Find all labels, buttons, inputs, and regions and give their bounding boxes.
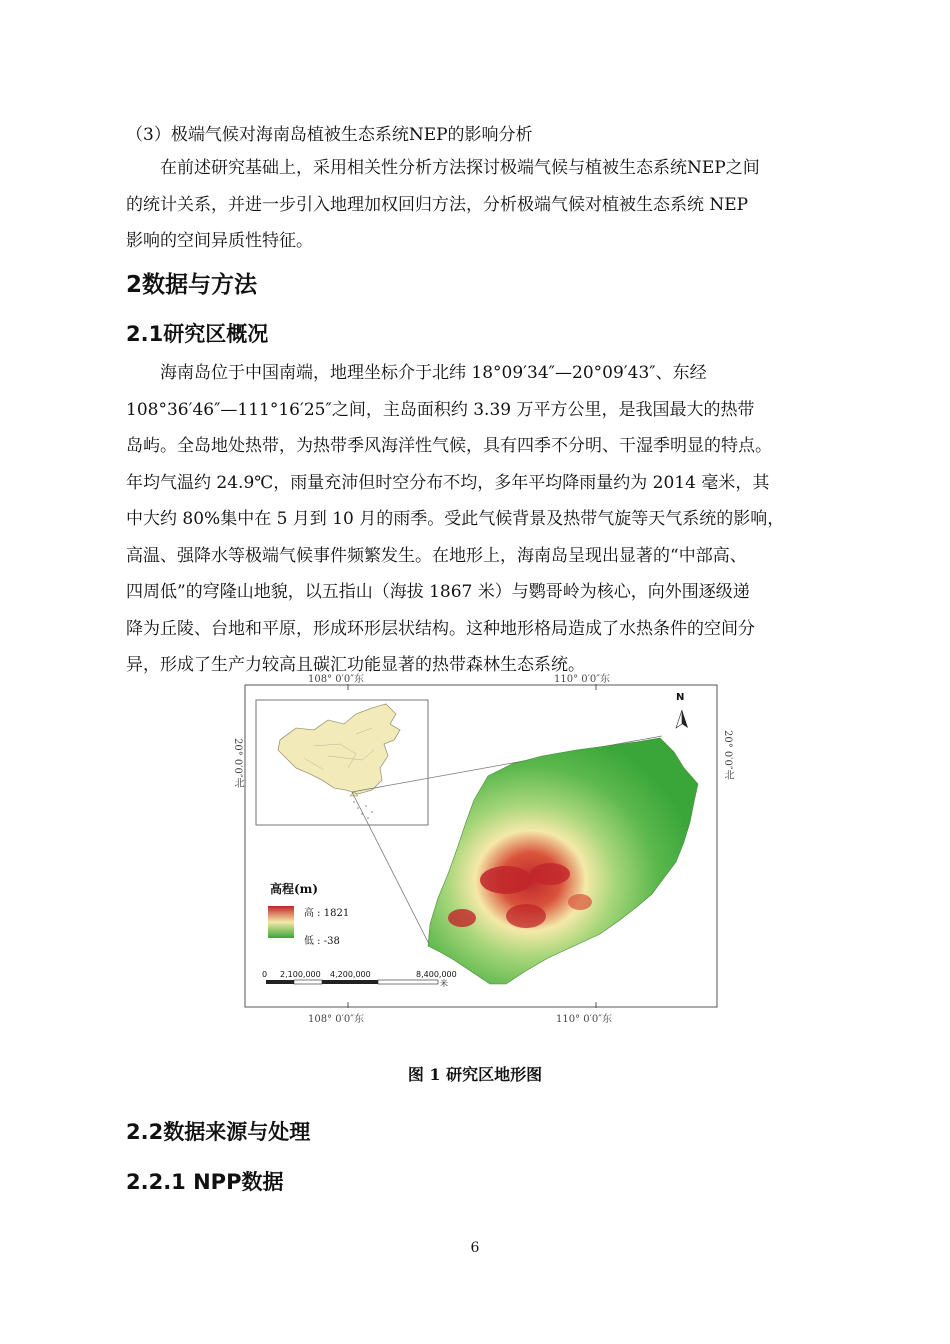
scale-bar bbox=[266, 980, 438, 984]
para2-line: 四周低”的穹隆山地貌，以五指山（海拔 1867 米）与鹦哥岭为核心，向外围逐级递 bbox=[126, 582, 750, 602]
scale-label-3: 8,400,000 bbox=[416, 970, 457, 979]
para2-line: 岛屿。全岛地处热带，为热带季风海洋性气候，具有四季不分明、干湿季明显的特点。 bbox=[126, 436, 772, 456]
coord-label-bottom-right: 110° 0′0″东 bbox=[556, 1014, 612, 1025]
section-2-2-title: 2.2数据来源与处理 bbox=[126, 1120, 311, 1144]
coord-label-left: 20° 0′0″北 bbox=[232, 738, 243, 788]
study-area-terrain-map bbox=[232, 674, 733, 1025]
coord-label-top-right: 110° 0′0″东 bbox=[554, 674, 610, 685]
para2-line: 异，形成了生产力较高且碳汇功能显著的热带森林生态系统。 bbox=[126, 655, 585, 675]
terrain-map-graphic bbox=[244, 684, 718, 1008]
scale-label-2: 4,200,000 bbox=[330, 970, 371, 979]
coord-label-right: 20° 0′0″北 bbox=[722, 730, 733, 780]
para2-line: 年均气温约 24.9℃，雨量充沛但时空分布不均，多年平均降雨量约为 2014 毫米，其 bbox=[126, 472, 770, 493]
para1-line1: 在前述研究基础上，采用相关性分析方法探讨极端气候与植被生态系统NEP之间 bbox=[160, 158, 760, 178]
coord-label-bottom-left: 108° 0′0″东 bbox=[308, 1014, 364, 1025]
para2-line: 中大约 80%集中在 5 月到 10 月的雨季。受此气候背景及热带气旋等天气系统的影响， bbox=[126, 509, 785, 529]
page-number: 6 bbox=[470, 1240, 480, 1256]
para2-line: 海南岛位于中国南端，地理坐标介于北纬 18°09′34″—20°09′43″、东经 bbox=[160, 363, 707, 383]
figure-1-caption: 图 1 研究区地形图 bbox=[407, 1065, 543, 1084]
para1-line3: 影响的空间异质性特征。 bbox=[126, 231, 313, 251]
para2-line: 高温、强降水等极端气候事件频繁发生。在地形上，海南岛呈现出显著的“中部高、 bbox=[126, 545, 747, 566]
scale-label-0: 0 bbox=[262, 970, 268, 979]
paragraph-study-area bbox=[126, 355, 838, 684]
legend-color-ramp bbox=[268, 906, 294, 938]
legend-low-label: 低 : -38 bbox=[304, 936, 340, 947]
paragraph-research-method bbox=[126, 150, 838, 260]
section-2-2-1-title: 2.2.1 NPP数据 bbox=[126, 1170, 284, 1194]
para1-line2: 的统计关系，并进一步引入地理加权回归方法，分析极端气候对植被生态系统 NEP bbox=[126, 194, 749, 215]
legend-high-label: 高 : 1821 bbox=[304, 908, 350, 919]
para2-line: 108°36′46″—111°16′25″之间，主岛面积约 3.39 万平方公里，是我国最大的热带 bbox=[126, 399, 755, 420]
para2-line: 降为丘陵、台地和平原，形成环形层状结构。这种地形格局造成了水热条件的空间分 bbox=[126, 618, 755, 639]
north-label: N bbox=[676, 692, 685, 703]
scale-unit: 米 bbox=[440, 979, 448, 988]
legend-title: 高程(m) bbox=[270, 882, 319, 896]
section-2-1-title: 2.1研究区概况 bbox=[126, 322, 269, 346]
scale-label-1: 2,100,000 bbox=[280, 970, 321, 979]
section-2-title: 2数据与方法 bbox=[126, 272, 258, 298]
item-3-heading: （3）极端气候对海南岛植被生态系统NEP的影响分析 bbox=[126, 125, 533, 145]
coord-label-top-left: 108° 0′0″东 bbox=[308, 674, 364, 685]
